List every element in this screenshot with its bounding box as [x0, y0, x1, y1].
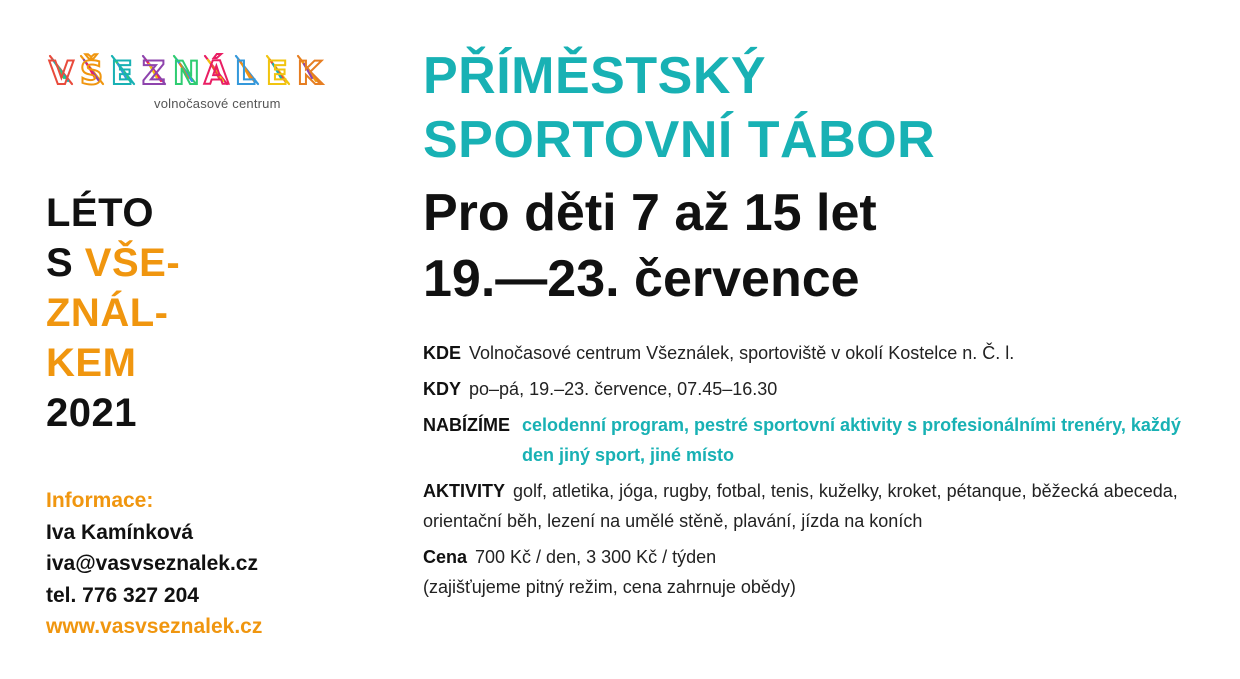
svg-text:L: L [235, 54, 256, 92]
kde-label: KDE [423, 343, 462, 363]
aktivity-text: golf, atletika, jóga, rugby, fotbal, tenis, kuželky, kroket, pétanque, běžecká abeceda, orientační běh, lezení na umělé stěně, plavání, jízda na koních [423, 481, 1178, 531]
aktivity-label: AKTIVITY [423, 481, 506, 501]
cena-label: Cena [423, 547, 468, 567]
nabizime-text: celodenní program, pestré sportovní aktivity s profesionálními trenéry, každý den jiný sport, jiné místo [522, 415, 1181, 465]
subtitle-dates: 19.—23. července [423, 250, 860, 308]
logo-letter [142, 54, 165, 92]
page-subtitle [423, 180, 877, 312]
details [423, 338, 1213, 608]
slogan-line-4: KEM [46, 341, 137, 385]
contact-block [46, 485, 262, 643]
logo-letter [80, 53, 103, 92]
logo-letter [49, 54, 74, 92]
logo-letter [173, 54, 200, 92]
slogan [46, 188, 180, 438]
svg-text:E: E [266, 54, 288, 92]
title-line-1: PŘÍMĚSTSKÝ [423, 47, 767, 105]
detail-kdy [423, 374, 1213, 404]
svg-text:Š: Š [80, 54, 104, 92]
detail-cena [423, 542, 1213, 602]
detail-kde [423, 338, 1213, 368]
nabizime-label: NABÍZÍME [423, 415, 510, 435]
svg-text:Z: Z [142, 54, 166, 92]
logo-letter [297, 54, 323, 92]
slogan-line-5: 2021 [46, 391, 137, 435]
page-title [423, 44, 935, 172]
slogan-line-1: LÉTO [46, 191, 154, 235]
contact-web[interactable]: www.vasvseznalek.cz [46, 615, 263, 638]
logo [44, 48, 334, 114]
kdy-label: KDY [423, 379, 462, 399]
contact-phone[interactable]: tel. 776 327 204 [46, 583, 199, 607]
kde-text: Volnočasové centrum Všeználek, sportoviště v okolí Kostelce n. Č. l. [469, 343, 1015, 363]
kdy-text: po–pá, 19.–23. července, 07.45–16.30 [469, 379, 778, 399]
logo-letter [204, 54, 229, 92]
logo-letter [266, 54, 289, 92]
svg-text:K: K [297, 54, 322, 92]
logo-letter [111, 54, 134, 92]
slogan-line-2-highlight: VŠE- [84, 241, 181, 285]
contact-email[interactable]: iva@vasvseznalek.cz [46, 552, 258, 575]
detail-aktivity [423, 476, 1213, 536]
svg-text:Á: Á [204, 54, 229, 92]
cena-text: 700 Kč / den, 3 300 Kč / týden [475, 547, 717, 567]
svg-text:V: V [49, 54, 74, 92]
detail-nabizime [423, 410, 1213, 470]
slogan-line-3: ZNÁL- [46, 291, 169, 335]
slogan-line-2-prefix: S [46, 241, 85, 285]
svg-text:E: E [111, 54, 133, 92]
logo-wordmark [44, 48, 334, 92]
contact-heading: Informace: [46, 489, 154, 512]
cena-note: (zajišťujeme pitný režim, cena zahrnuje obědy) [423, 577, 796, 597]
contact-name: Iva Kamínková [46, 520, 194, 544]
svg-text:N: N [173, 54, 200, 92]
subtitle-age: Pro děti 7 až 15 let [423, 184, 877, 242]
title-line-2: SPORTOVNÍ TÁBOR [423, 111, 936, 169]
logo-letter [235, 54, 258, 92]
logo-subtitle: volnočasové centrum [154, 96, 281, 111]
slogan-line-2 [46, 238, 180, 288]
